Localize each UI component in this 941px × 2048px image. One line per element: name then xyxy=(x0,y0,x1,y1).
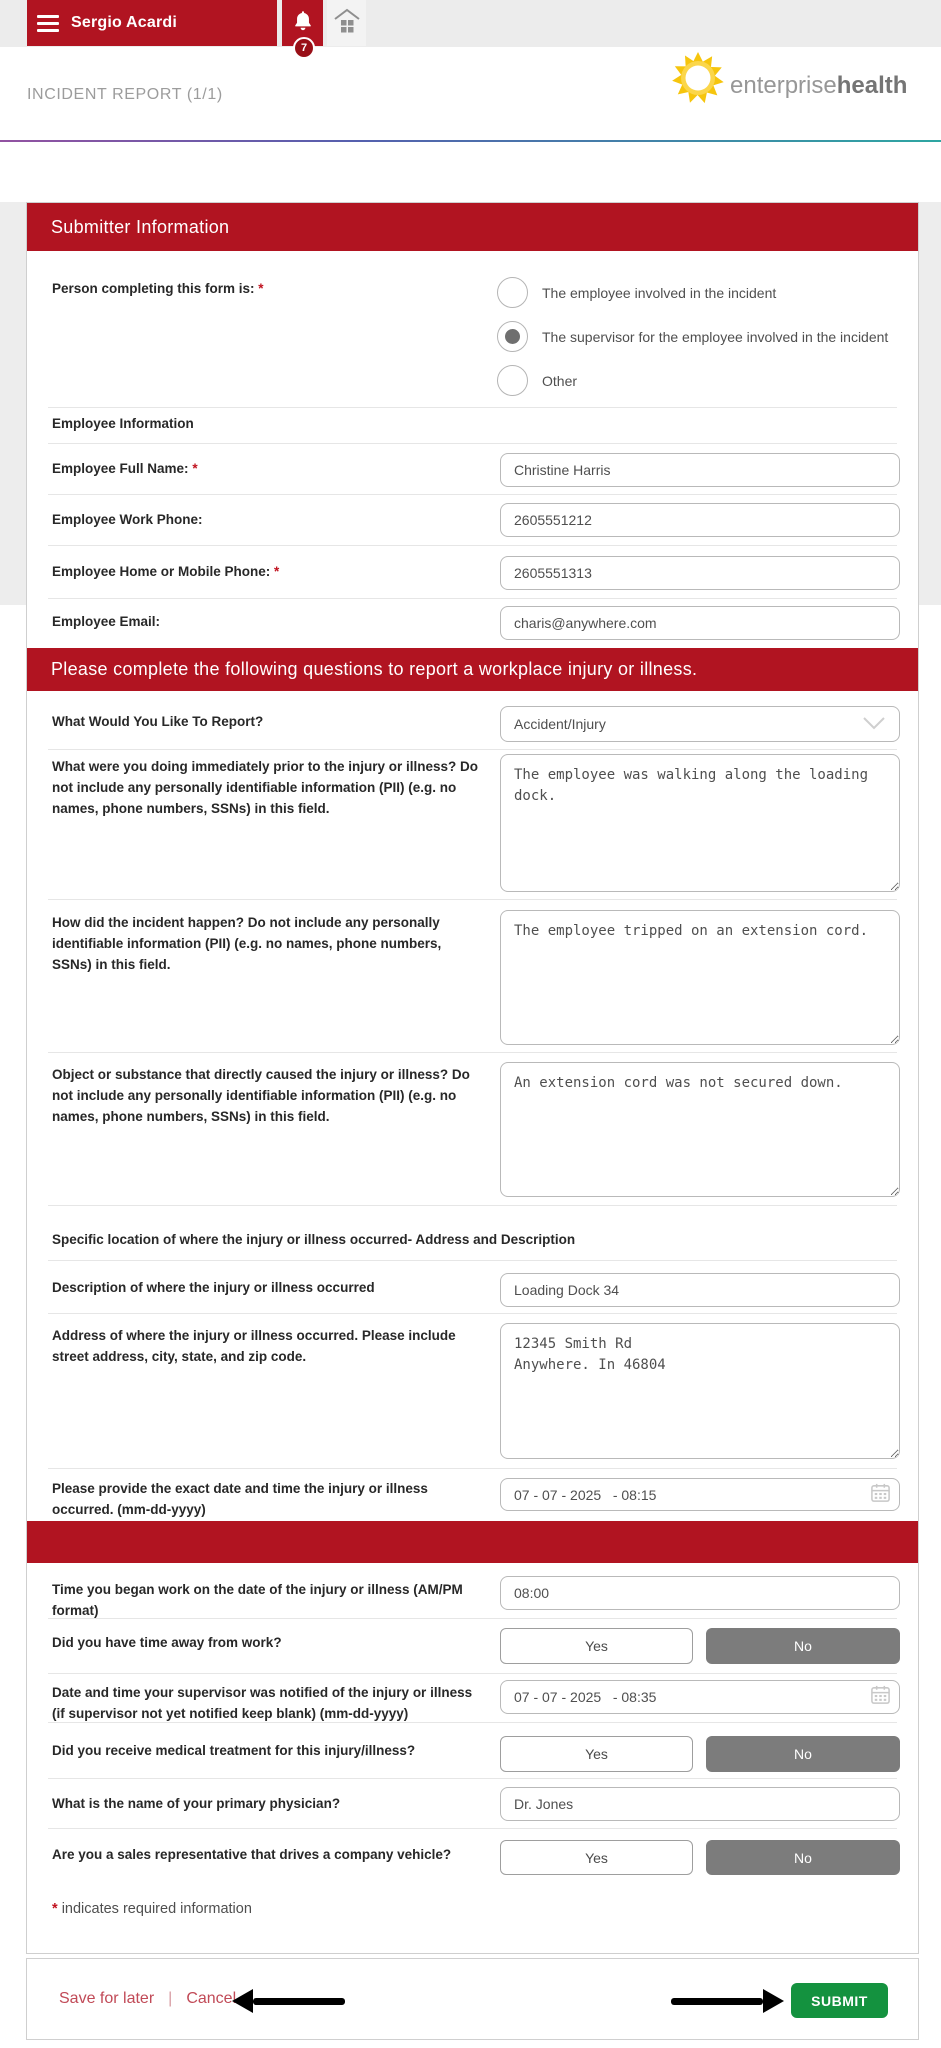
field-label: Object or substance that directly caused the injury or illness? Do not include any personally identifiable information (PII) (e.g. no names, phone numbers, SSNs) in this field. xyxy=(52,1067,470,1124)
sales-yes-button[interactable]: Yes xyxy=(500,1840,693,1875)
field-row-physician xyxy=(27,1779,918,1829)
calendar-icon[interactable] xyxy=(870,1482,891,1508)
subheader-employee-info: Employee Information xyxy=(27,408,918,444)
field-row-person xyxy=(27,251,918,408)
section-header-submitter xyxy=(27,203,918,251)
field-row-report-type xyxy=(27,691,918,750)
medical-no-button-selected[interactable]: No xyxy=(706,1736,900,1772)
address-textarea[interactable] xyxy=(500,1323,900,1459)
field-label: Did you have time away from work? xyxy=(52,1635,282,1650)
object-textarea[interactable] xyxy=(500,1062,900,1197)
subheader-location: Specific location of where the injury or illness occurred- Address and Description xyxy=(27,1206,918,1261)
header-gradient-divider xyxy=(0,140,941,142)
field-label: Date and time your supervisor was notified of the injury or illness (if supervisor not yet notified keep blank) (mm-dd-yyyy) xyxy=(52,1685,473,1721)
person-radio-group xyxy=(497,277,888,409)
select-value: Accident/Injury xyxy=(514,716,606,732)
field-label: Employee Work Phone: xyxy=(52,512,203,527)
field-row-home-phone xyxy=(27,546,918,599)
notification-badge: 7 xyxy=(293,37,315,59)
section-title: Please complete the following questions to report a workplace injury or illness. xyxy=(51,659,698,679)
field-row-away xyxy=(27,1619,918,1674)
field-label: Did you receive medical treatment for this injury/illness? xyxy=(52,1743,416,1758)
email-input[interactable] xyxy=(500,606,900,640)
sun-logo-icon xyxy=(672,52,724,109)
home-icon xyxy=(332,7,362,40)
nav-username: Sergio Acardi xyxy=(71,14,178,31)
away-no-button-selected[interactable]: No xyxy=(706,1628,900,1664)
field-row-work-phone xyxy=(27,495,918,546)
field-row-email xyxy=(27,599,918,648)
field-row-how xyxy=(27,900,918,1053)
required-note-row xyxy=(27,1875,918,1955)
link-divider: | xyxy=(168,1990,173,2007)
annotation-arrow-left xyxy=(232,1989,345,2013)
radio-circle-selected[interactable] xyxy=(497,321,528,352)
field-label: Address of where the injury or illness occurred. Please include street address, city, state, and zip code. xyxy=(52,1328,456,1364)
field-label: Employee Email: xyxy=(52,614,161,629)
chevron-down-icon xyxy=(862,716,886,733)
required-note: * indicates required information xyxy=(52,1901,252,1917)
save-for-later-link[interactable]: Save for later xyxy=(59,1990,155,2007)
radio-option-other[interactable]: Other xyxy=(497,365,888,396)
hamburger-menu-icon[interactable] xyxy=(37,15,59,32)
page-title: INCIDENT REPORT (1/1) xyxy=(27,86,223,103)
incident-form-card xyxy=(26,202,919,1954)
radio-circle[interactable] xyxy=(497,277,528,308)
field-label: How did the incident happen? Do not include any personally identifiable information (PII) (e.g. no names, phone numbers, SSNs) in this field. xyxy=(52,915,442,972)
brand-logo xyxy=(672,52,907,109)
nav-user-block[interactable] xyxy=(27,0,277,46)
field-row-full-name xyxy=(27,444,918,495)
began-time-input[interactable] xyxy=(500,1576,900,1610)
field-label: Are you a sales representative that drives a company vehicle? xyxy=(52,1847,452,1862)
field-label: Please provide the exact date and time the injury or illness occurred. (mm-dd-yyyy) xyxy=(52,1481,428,1517)
how-textarea[interactable] xyxy=(500,910,900,1045)
work-phone-input[interactable] xyxy=(500,503,900,537)
field-label: What Would You Like To Report? xyxy=(52,714,264,729)
notified-datetime-input[interactable] xyxy=(500,1680,900,1714)
field-row-location-desc xyxy=(27,1261,918,1314)
radio-circle[interactable] xyxy=(497,365,528,396)
field-row-prior xyxy=(27,750,918,900)
field-label: Person completing this form is: * xyxy=(52,281,264,296)
section-header-questions xyxy=(27,648,918,691)
field-label: Description of where the injury or illness occurred xyxy=(52,1280,375,1295)
field-label: Employee Full Name: * xyxy=(52,461,198,476)
field-label: What were you doing immediately prior to the injury or illness? Do not include any personally identifiable information (PII) (e.g. no names, phone numbers, SSNs) in this field. xyxy=(52,759,479,816)
bell-icon xyxy=(290,8,316,39)
field-row-sales xyxy=(27,1829,918,1875)
physician-input[interactable] xyxy=(500,1787,900,1821)
brand-name: enterprisehealth xyxy=(730,71,908,99)
medical-yes-button[interactable]: Yes xyxy=(500,1736,693,1772)
full-name-input[interactable] xyxy=(500,453,900,487)
cancel-link[interactable]: Cancel xyxy=(186,1990,237,2007)
away-yes-button[interactable]: Yes xyxy=(500,1628,693,1664)
field-label: Employee Home or Mobile Phone: * xyxy=(52,564,280,579)
submit-button[interactable]: SUBMIT xyxy=(791,1983,888,2018)
field-row-address xyxy=(27,1314,918,1469)
section-divider-bar xyxy=(27,1521,918,1563)
field-row-medical xyxy=(27,1723,918,1779)
radio-option-employee[interactable]: The employee involved in the incident xyxy=(497,277,888,308)
section-title: Submitter Information xyxy=(51,216,230,237)
field-label: What is the name of your primary physician? xyxy=(52,1796,341,1811)
annotation-arrow-right xyxy=(671,1989,784,2013)
footer-action-bar xyxy=(26,1958,919,2040)
radio-option-supervisor[interactable]: The supervisor for the employee involved in the incident xyxy=(497,321,888,352)
field-label: Time you began work on the date of the injury or illness (AM/PM format) xyxy=(52,1582,463,1618)
report-type-select[interactable] xyxy=(500,706,900,742)
home-button[interactable] xyxy=(327,0,366,46)
field-row-object xyxy=(27,1053,918,1206)
prior-textarea[interactable] xyxy=(500,754,900,892)
sales-no-button-selected[interactable]: No xyxy=(706,1840,900,1875)
occurred-datetime-input[interactable] xyxy=(500,1478,900,1511)
calendar-icon[interactable] xyxy=(870,1684,891,1710)
location-desc-input[interactable] xyxy=(500,1273,900,1307)
field-row-occurred xyxy=(27,1469,918,1521)
field-row-began xyxy=(27,1563,918,1619)
field-row-notified xyxy=(27,1674,918,1723)
home-phone-input[interactable] xyxy=(500,556,900,590)
